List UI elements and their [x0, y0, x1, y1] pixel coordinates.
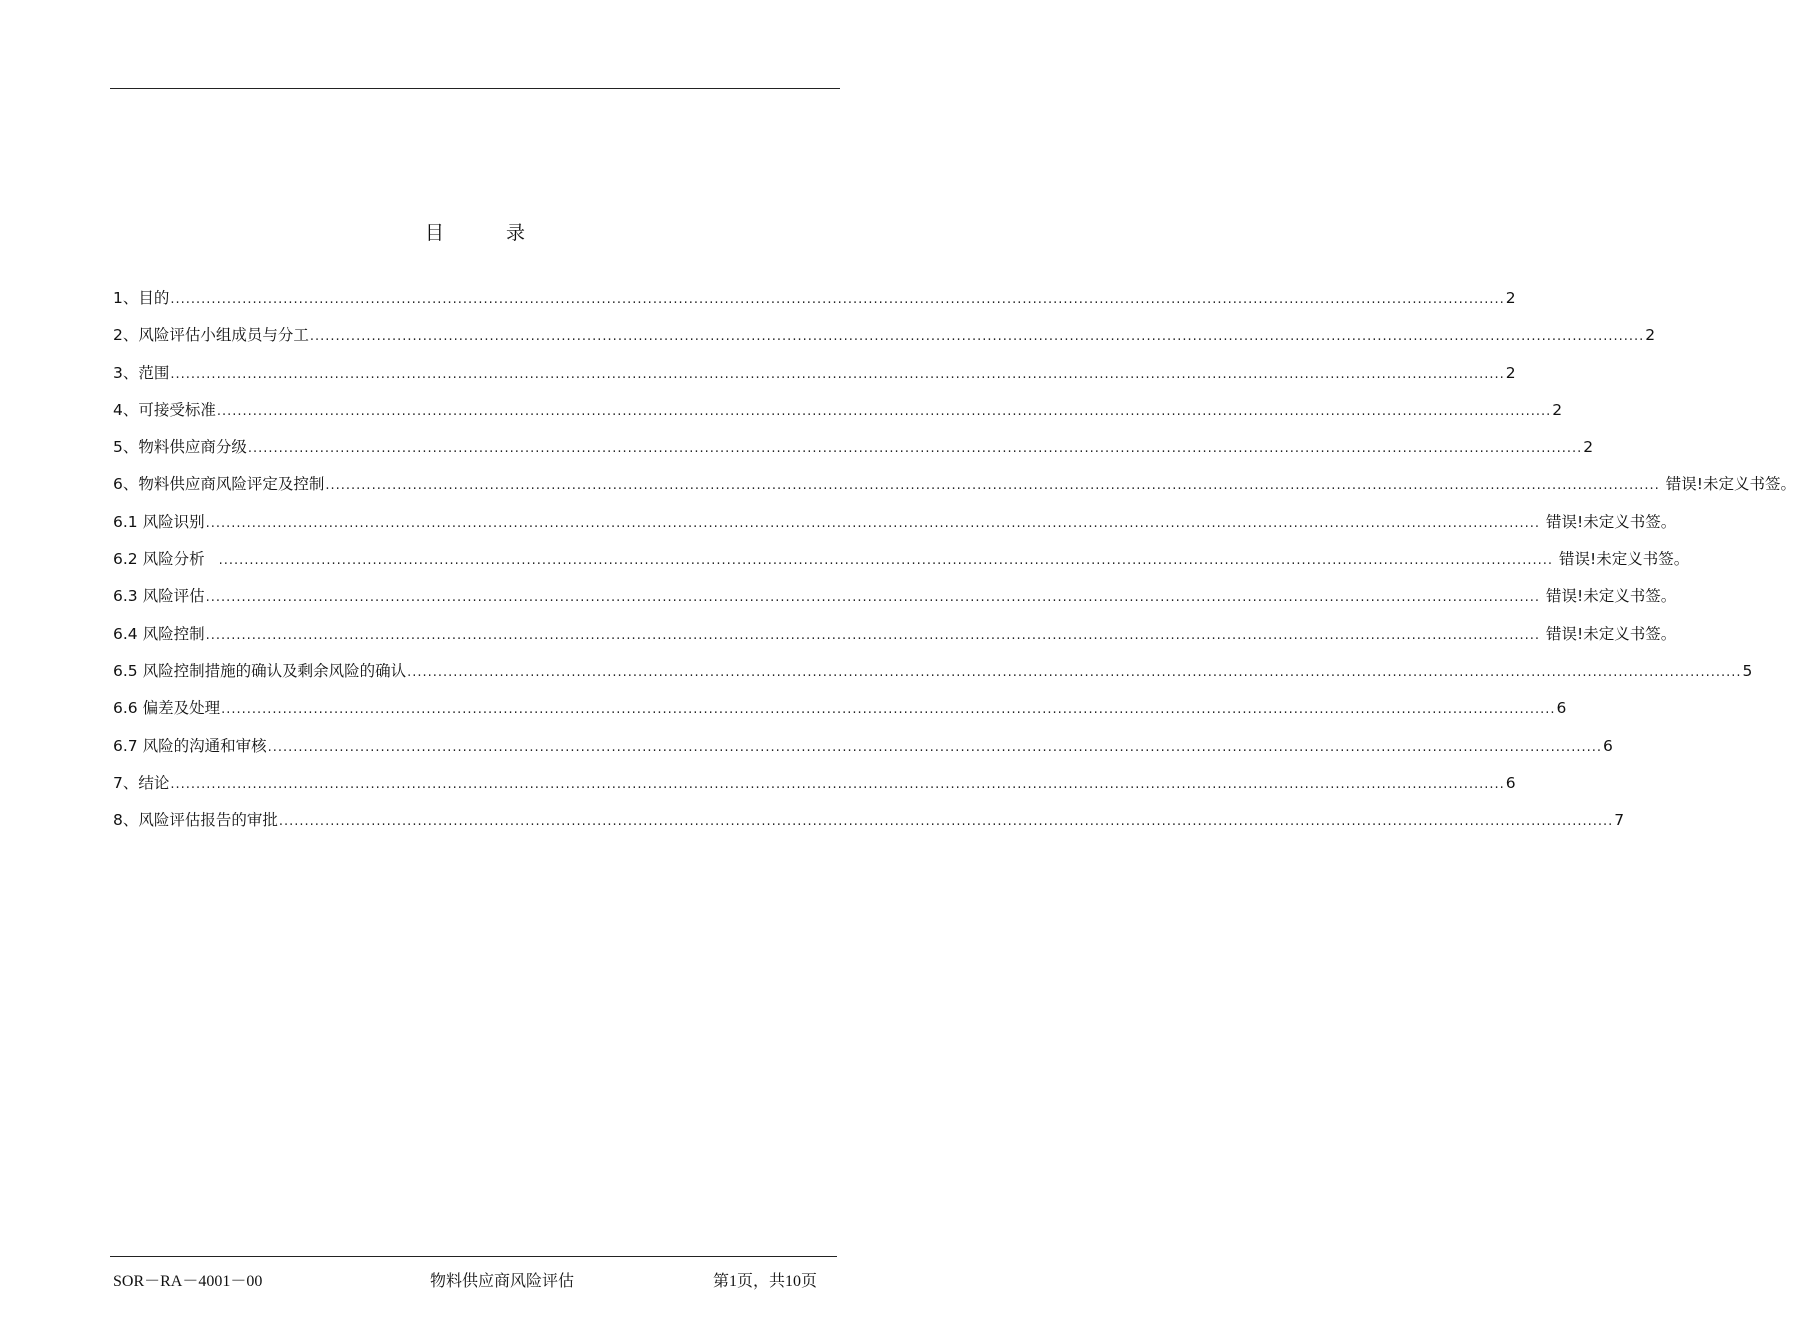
toc-entry-page: 2 — [1505, 363, 1516, 382]
toc-leader-dots: .................................................................................................................................................................................................................................................................... — [407, 664, 1742, 680]
toc-entry-label: 2、风险评估小组成员与分工 — [113, 326, 309, 345]
toc-entry-page: 6 — [1602, 736, 1613, 755]
toc-entry-label: 5、物料供应商分级 — [113, 438, 247, 457]
toc-title: 目 录 — [424, 222, 554, 244]
footer-doc-title: 物料供应商风险评估 — [430, 1273, 575, 1290]
toc-entry-label: 6.5 风险控制措施的确认及剩余风险的确认 — [113, 661, 407, 680]
toc-entry-2[interactable] — [113, 324, 1656, 361]
toc-entry-page: 2 — [1583, 438, 1594, 457]
toc-leader-dots: .................................................................................................................................................................................................................................................................... — [309, 329, 1645, 345]
toc-leader-dots: .................................................................................................................................................................................................................................................................... — [205, 627, 1540, 643]
toc-leader-dots: .................................................................................................................................................................................................................................................................... — [325, 478, 1660, 494]
toc-entry-label: 6.7 风险的沟通和审核 — [113, 736, 267, 755]
toc-entry-6-4[interactable] — [113, 623, 1677, 660]
toc-entry-page: 错误!未定义书签。 — [1665, 475, 1796, 494]
toc-leader-dots: .................................................................................................................................................................................................................................................................... — [205, 515, 1540, 531]
table-of-contents — [113, 287, 1796, 846]
toc-entry-page: 2 — [1645, 326, 1656, 345]
toc-entry-page: 2 — [1505, 289, 1516, 307]
toc-entry-label: 4、可接受标准 — [113, 400, 216, 419]
toc-leader-dots: .................................................................................................................................................................................................................................................................... — [267, 739, 1602, 755]
toc-entry-label: 6.2 风险分析 — [113, 550, 205, 569]
toc-leader-dots: .................................................................................................................................................................................................................................................................... — [170, 366, 1505, 382]
toc-entry-6[interactable] — [113, 473, 1796, 510]
toc-entry-page: 错误!未定义书签。 — [1545, 512, 1677, 531]
toc-entry-6-5[interactable] — [113, 660, 1753, 697]
toc-entry-page: 7 — [1614, 811, 1625, 830]
toc-entry-1[interactable] — [113, 287, 1516, 324]
toc-entry-label: 6、物料供应商风险评定及控制 — [113, 475, 325, 494]
toc-entry-label: 6.1 风险识别 — [113, 512, 205, 531]
header-rule — [110, 88, 840, 89]
footer-doc-code: SOR－RA－4001－00 — [113, 1273, 263, 1290]
footer-rule — [110, 1256, 837, 1257]
toc-entry-6-1[interactable] — [113, 511, 1677, 548]
toc-entry-8[interactable] — [113, 809, 1625, 846]
toc-entry-label: 6.6 偏差及处理 — [113, 699, 221, 718]
toc-entry-label: 6.4 风险控制 — [113, 624, 205, 643]
toc-entry-label: 6.3 风险评估 — [113, 587, 205, 606]
toc-entry-page: 错误!未定义书签。 — [1545, 587, 1677, 606]
toc-entry-label: 7、结论 — [113, 773, 170, 792]
toc-entry-page: 6 — [1556, 699, 1567, 718]
toc-entry-5[interactable] — [113, 436, 1594, 473]
footer-page-info: 第1页，共10页 — [713, 1273, 818, 1290]
toc-entry-page: 5 — [1742, 661, 1753, 680]
toc-leader-dots: .................................................................................................................................................................................................................................................................... — [247, 441, 1583, 457]
toc-entry-page: 错误!未定义书签。 — [1545, 624, 1677, 643]
toc-leader-dots: .................................................................................................................................................................................................................................................................... — [170, 292, 1505, 307]
toc-leader-dots: .................................................................................................................................................................................................................................................................... — [221, 702, 1556, 718]
toc-leader-dots: .................................................................................................................................................................................................................................................................... — [205, 590, 1540, 606]
toc-entry-4[interactable] — [113, 399, 1563, 436]
toc-leader-dots: .................................................................................................................................................................................................................................................................... — [216, 403, 1552, 419]
toc-entry-label: 1、目的 — [113, 289, 170, 307]
toc-entry-6-2[interactable] — [113, 548, 1690, 585]
toc-entry-6-7[interactable] — [113, 735, 1613, 772]
toc-leader-dots: .................................................................................................................................................................................................................................................................... — [170, 776, 1505, 792]
toc-leader-dots: .................................................................................................................................................................................................................................................................... — [278, 814, 1614, 830]
toc-entry-label: 8、风险评估报告的审批 — [113, 811, 278, 830]
toc-entry-6-3[interactable] — [113, 585, 1677, 622]
toc-entry-3[interactable] — [113, 362, 1516, 399]
toc-entry-label: 3、范围 — [113, 363, 170, 382]
toc-entry-page: 错误!未定义书签。 — [1558, 550, 1690, 569]
toc-entry-page: 6 — [1505, 773, 1516, 792]
toc-entry-6-6[interactable] — [113, 697, 1567, 734]
toc-entry-page: 2 — [1552, 400, 1563, 419]
toc-entry-7[interactable] — [113, 772, 1516, 809]
toc-leader-dots: .................................................................................................................................................................................................................................................................... — [218, 553, 1553, 569]
